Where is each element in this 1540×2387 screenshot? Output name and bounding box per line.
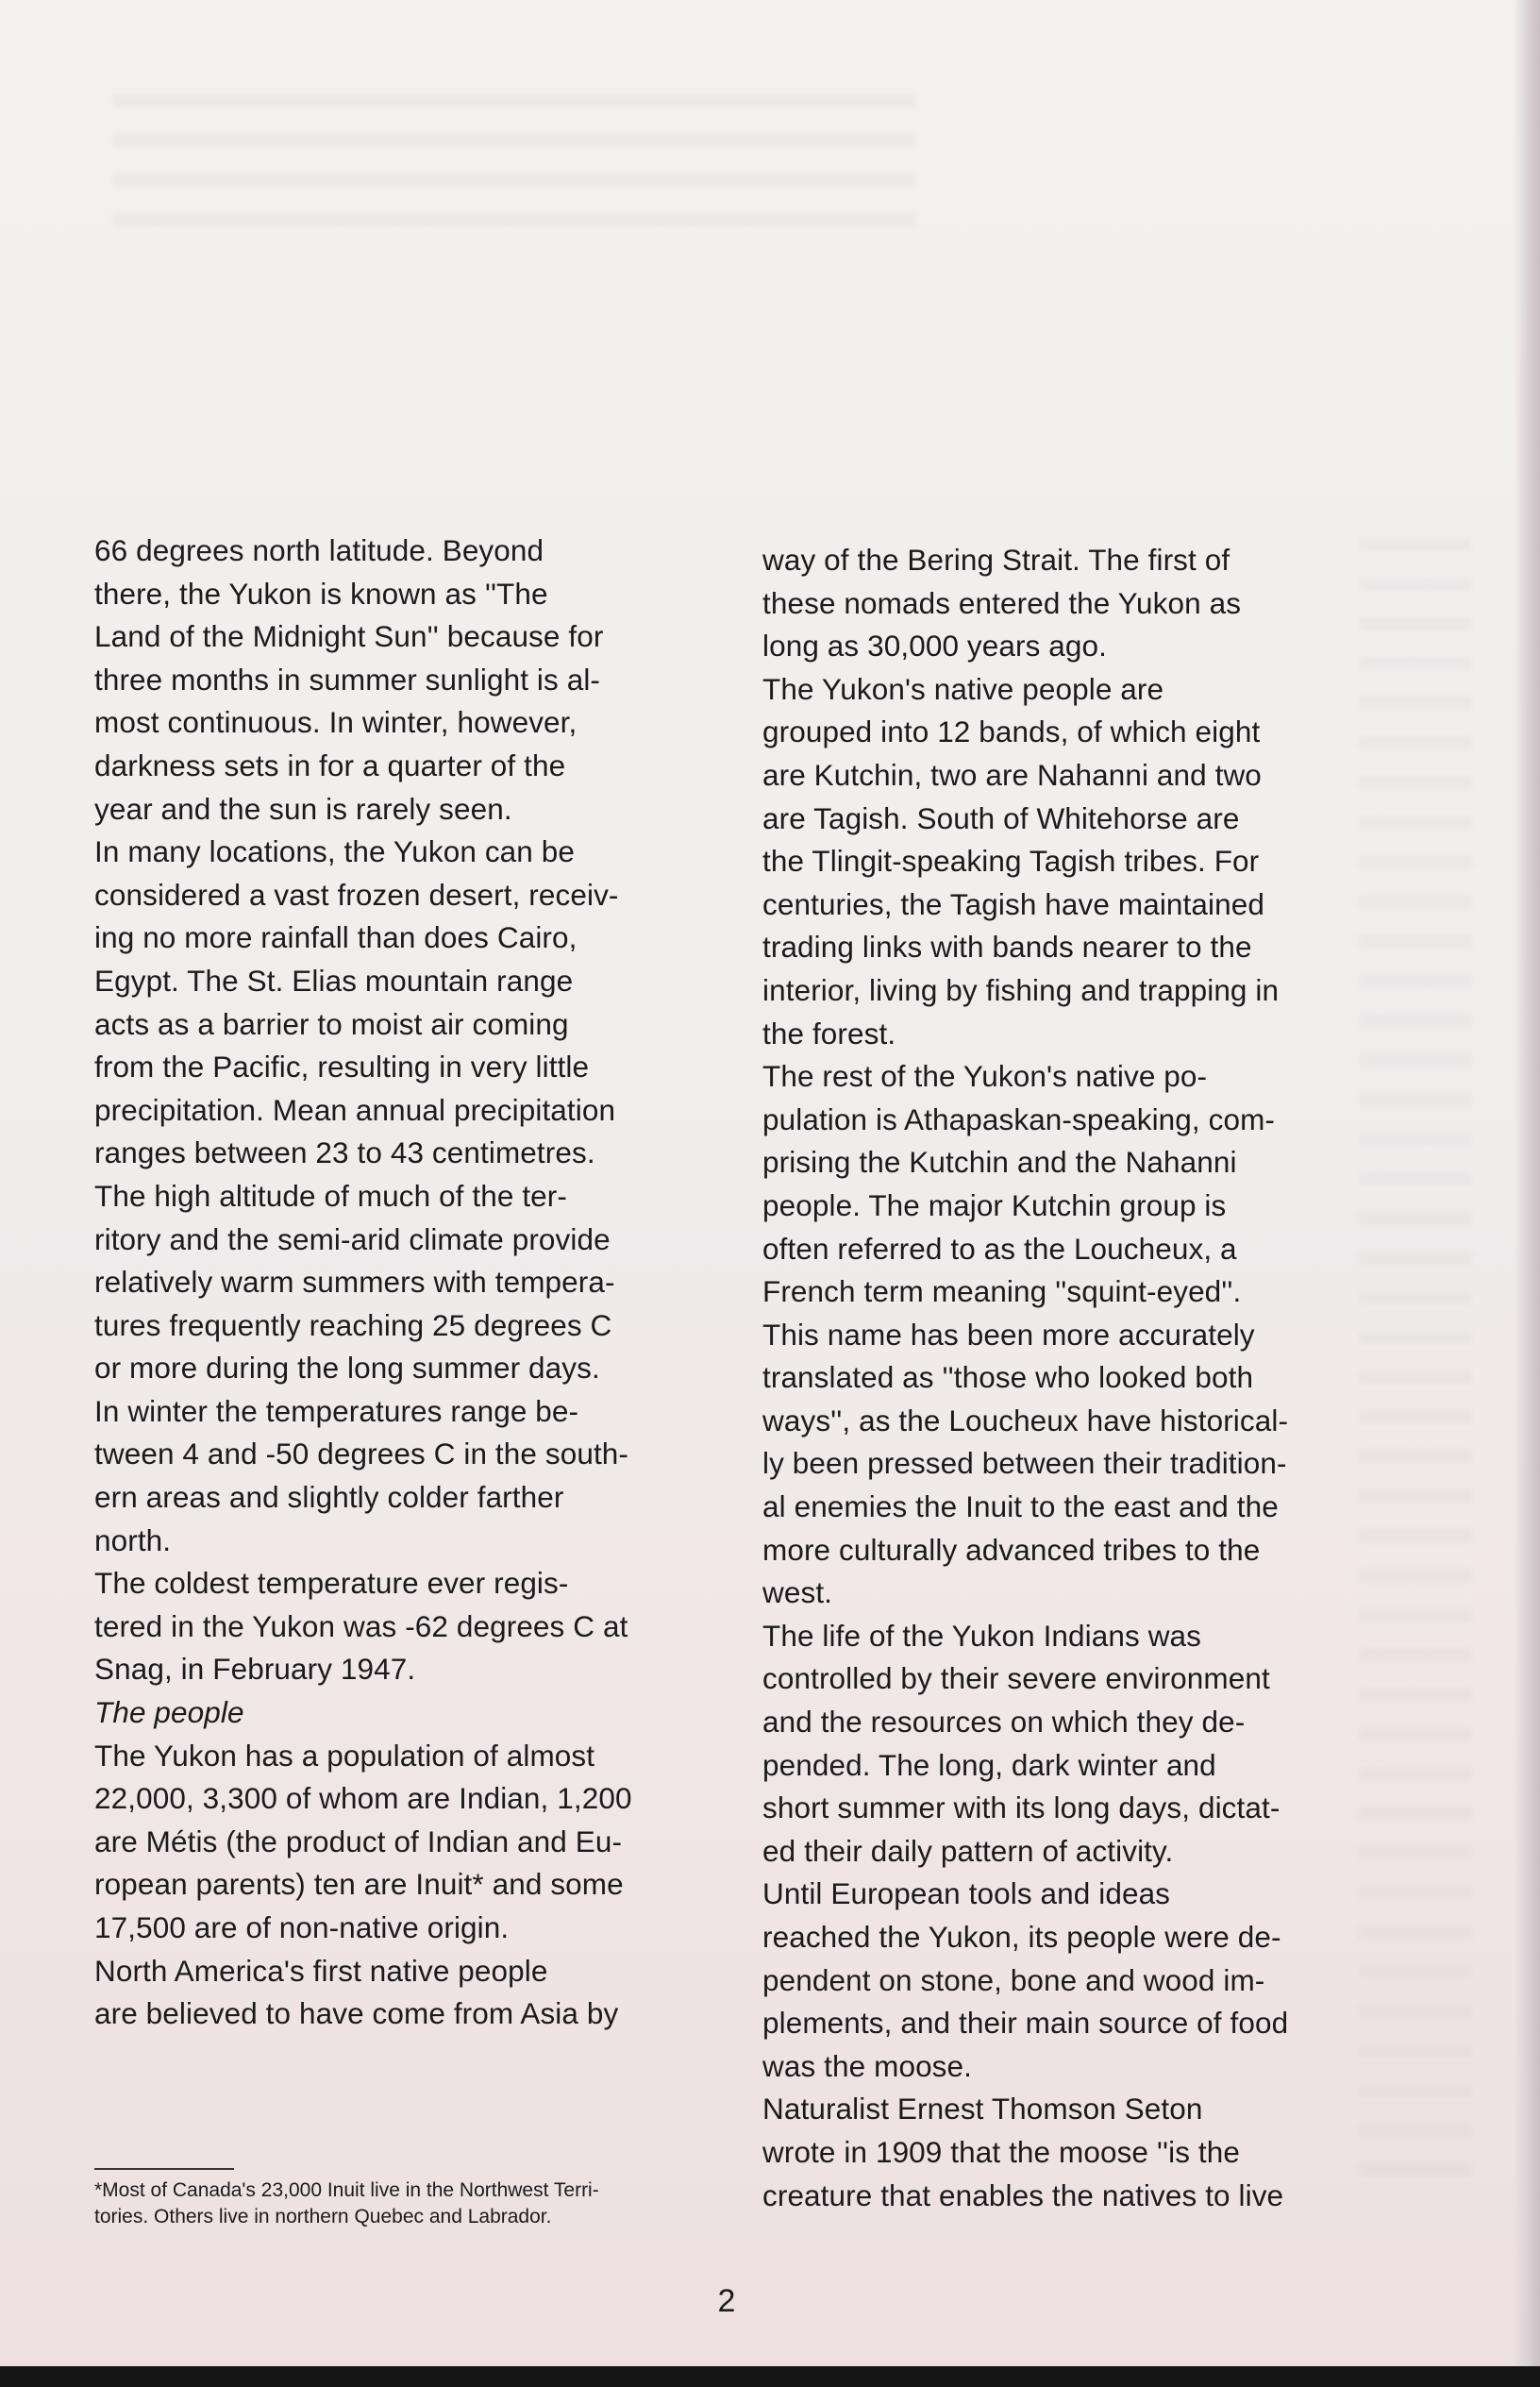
paragraph: Until European tools and ideas reached the Yukon, its people were de- pendent on stone, bone and wood im- plements, and their main source of food was the moose.	[762, 1876, 1289, 2083]
section-subheading: The people	[94, 1695, 244, 1730]
paragraph: The Yukon's native people are grouped into 12 bands, of which eight are Kutchin, two are Nahanni and two are Tagish. South of Whitehorse are the Tlingit-speaking Tagish tribes. For centuries, the Tagish have maintained trading links with bands nearer to the interior, living by fishing and trapping in the forest.	[762, 671, 1280, 1051]
right-text-column	[762, 539, 1395, 2217]
paragraph: 66 degrees north latitude. Beyond there, the Yukon is known as ''The Land of the Midnight Sun'' because for three months in summer sunlight is al- most continuous. In winter, however, darkness sets in for a quarter of the year and the sun is rarely seen.	[94, 533, 604, 826]
paragraph: The coldest temperature ever regis- tered in the Yukon was -62 degrees C at Snag, in February 1947.	[94, 1566, 628, 1687]
page-number: 2	[717, 2283, 736, 2319]
footnote-rule	[94, 2168, 234, 2170]
paragraph: In many locations, the Yukon can be considered a vast frozen desert, receiv- ing no more rainfall than does Cairo, Egypt. The St. Elias mountain range acts as a barrier to moist air coming from the Pacific, resulting in very little precipitation. Mean annual precipitation ranges between 23 to 43 centimetres.	[94, 834, 619, 1170]
bleed-through-text	[113, 94, 915, 245]
paragraph: way of the Bering Strait. The first of these nomads entered the Yukon as long as 30,000 years ago.	[762, 543, 1242, 664]
footnote: *Most of Canada's 23,000 Inuit live in the Northwest Terri- tories. Others live in northern Quebec and Labrador.	[94, 2179, 599, 2227]
paragraph: Naturalist Ernest Thomson Seton wrote in 1909 that the moose ''is the creature that enables the natives to live	[762, 2092, 1284, 2212]
paragraph: North America's first native people are believed to have come from Asia by	[94, 1953, 619, 2031]
left-text-column	[94, 530, 727, 2036]
page-spine-shadow	[1514, 0, 1540, 2387]
paragraph: The high altitude of much of the ter- ritory and the semi-arid climate provide relatively warm summers with tempera- tures frequently reaching 25 degrees C or more during the long summer days. In winter the temperatures range be- tween 4 and -50 degrees C in the south- ern areas and slightly colder farther north.	[94, 1178, 629, 1557]
paragraph: The Yukon has a population of almost 22,000, 3,300 of whom are Indian, 1,200 are Métis (the product of Indian and Eu- ropean parents) ten are Inuit* and some 17,500 are of non-native origin.	[94, 1738, 632, 1944]
paragraph: The life of the Yukon Indians was controlled by their severe environment and the resources on which they de- pended. The long, dark winter and short summer with its long days, dictat- ed their daily pattern of activity.	[762, 1618, 1281, 1868]
paragraph: The rest of the Yukon's native po- pulation is Athapaskan-speaking, com- prising the Kutchin and the Nahanni people. The major Kutchin group is often referred to as the Loucheux, a French term meaning ''squint-eyed''. This name has been more accurately translated as ''those who looked both ways'', as the Loucheux have historical- ly been pressed between their tradition- al enemies the Inuit to the east and the more culturally advanced tribes to the west.	[762, 1059, 1289, 1610]
scan-bottom-edge	[0, 2366, 1540, 2387]
